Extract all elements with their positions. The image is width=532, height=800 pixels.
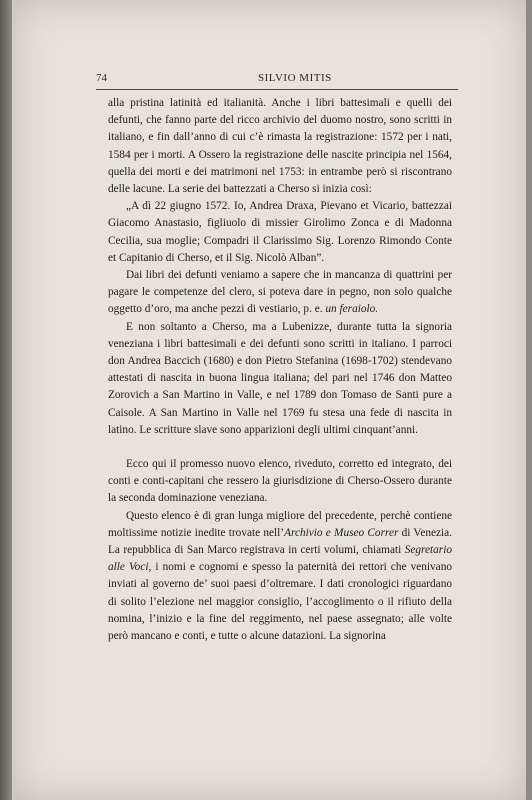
header-rule bbox=[96, 89, 458, 90]
paragraph-6-italic-1: Archivio e Museo Correr bbox=[284, 526, 399, 539]
page-header bbox=[96, 72, 458, 86]
paragraph-1: alla pristina latinità ed italianità. Anche i libri battesimali e quelli dei defunti, che fanno parte del ricco archivio del duomo nostro, sono scritti in italiano, e fin dall’anno di cui c’è rimasta la registrazione: 1572 per i nati, 1584 per i morti. A Ossero la registrazione delle nascite principia nel 1564, quella dei morti e dei matrimoni nel 1753: in entrambe però si riscontrano delle lacune. La serie dei battezzati a Cherso si inizia così: bbox=[108, 97, 452, 196]
paragraph-5: Ecco qui il promesso nuovo elenco, riveduto, corretto ed integrato, dei conti e conti-capitani che ressero la giurisdizione di Cherso-Ossero durante la seconda dominazione veneziana. bbox=[108, 458, 452, 505]
paragraph-3 bbox=[108, 267, 452, 319]
paragraph-4: E non soltanto a Cherso, ma a Lubenizze, durante tutta la signoria veneziana i libri battesimali e dei defunti sono scritti in italiano. I parroci don Andrea Baccich (1680) e don Pietro Stefanina (1698-1702) stendevano attestati di nascita in buona lingua italiana; del pari nel 1746 don Matteo Zorovich a San Martino in Valle, e nel 1789 don Tomaso de Santi pure a Caisole. A San Martino in Valle nel 1769 fu stesa una fede di nascita in latino. Le scritture slave sono apparizioni degli ultimi cinquant’anni. bbox=[108, 320, 452, 436]
paragraph-6-text-a: Questo elenco è di gran lunga migliore del precedente, perchè contiene moltissime notizie inedite trovate nell’ bbox=[108, 509, 452, 539]
paragraph-6 bbox=[108, 508, 452, 646]
page-number: 74 bbox=[96, 72, 107, 84]
paragraph-6-text-c: i nomi e cognomi e spesso la paternità dei rettori che venivano inviati al governo de’ suoi paesi d’oltremare. I dati cronologici riguardano di solito l’elezione nel maggior consiglio, l’accoglimento o il rifiuto della nomina, l’inizio e la fine del reggimento, nel paese assegnato; alle volte però mancano e conti, e tutte o alcune datazioni. La signorina bbox=[108, 561, 452, 643]
paragraph-3-text: Dai libri dei defunti veniamo a sapere che in mancanza di quattrini per pagare le competenze del clero, si poteva dare in pegno, non solo qualche oggetto d’oro, ma anche pezzi di vestiario, p. e. bbox=[108, 269, 452, 316]
book-spine-shadow bbox=[0, 0, 12, 800]
body-text bbox=[108, 95, 452, 645]
paragraph-3-italic: un feraiolo. bbox=[325, 303, 379, 316]
paragraph-6-text-b: di Venezia. La repubblica di San Marco registrava in certi volumi, chiamati bbox=[108, 526, 452, 557]
paragraph-quote: „A dì 22 giugno 1572. Io, Andrea Draxa, Pievano et Vicario, battezzai Giacomo Anastasio, figliuolo di missier Girolimo Zonca e di Madonna Cecilia, sua moglie; Compadri il Clarissimo Sig. Lorenzo Rimondo Conte et Capitanio di Cherso, et il Sig. Nicolò Alban”. bbox=[108, 200, 452, 264]
paragraph-6-italic-2: Segretario alle Voci, bbox=[108, 544, 452, 574]
running-title: SILVIO MITIS bbox=[258, 72, 332, 84]
